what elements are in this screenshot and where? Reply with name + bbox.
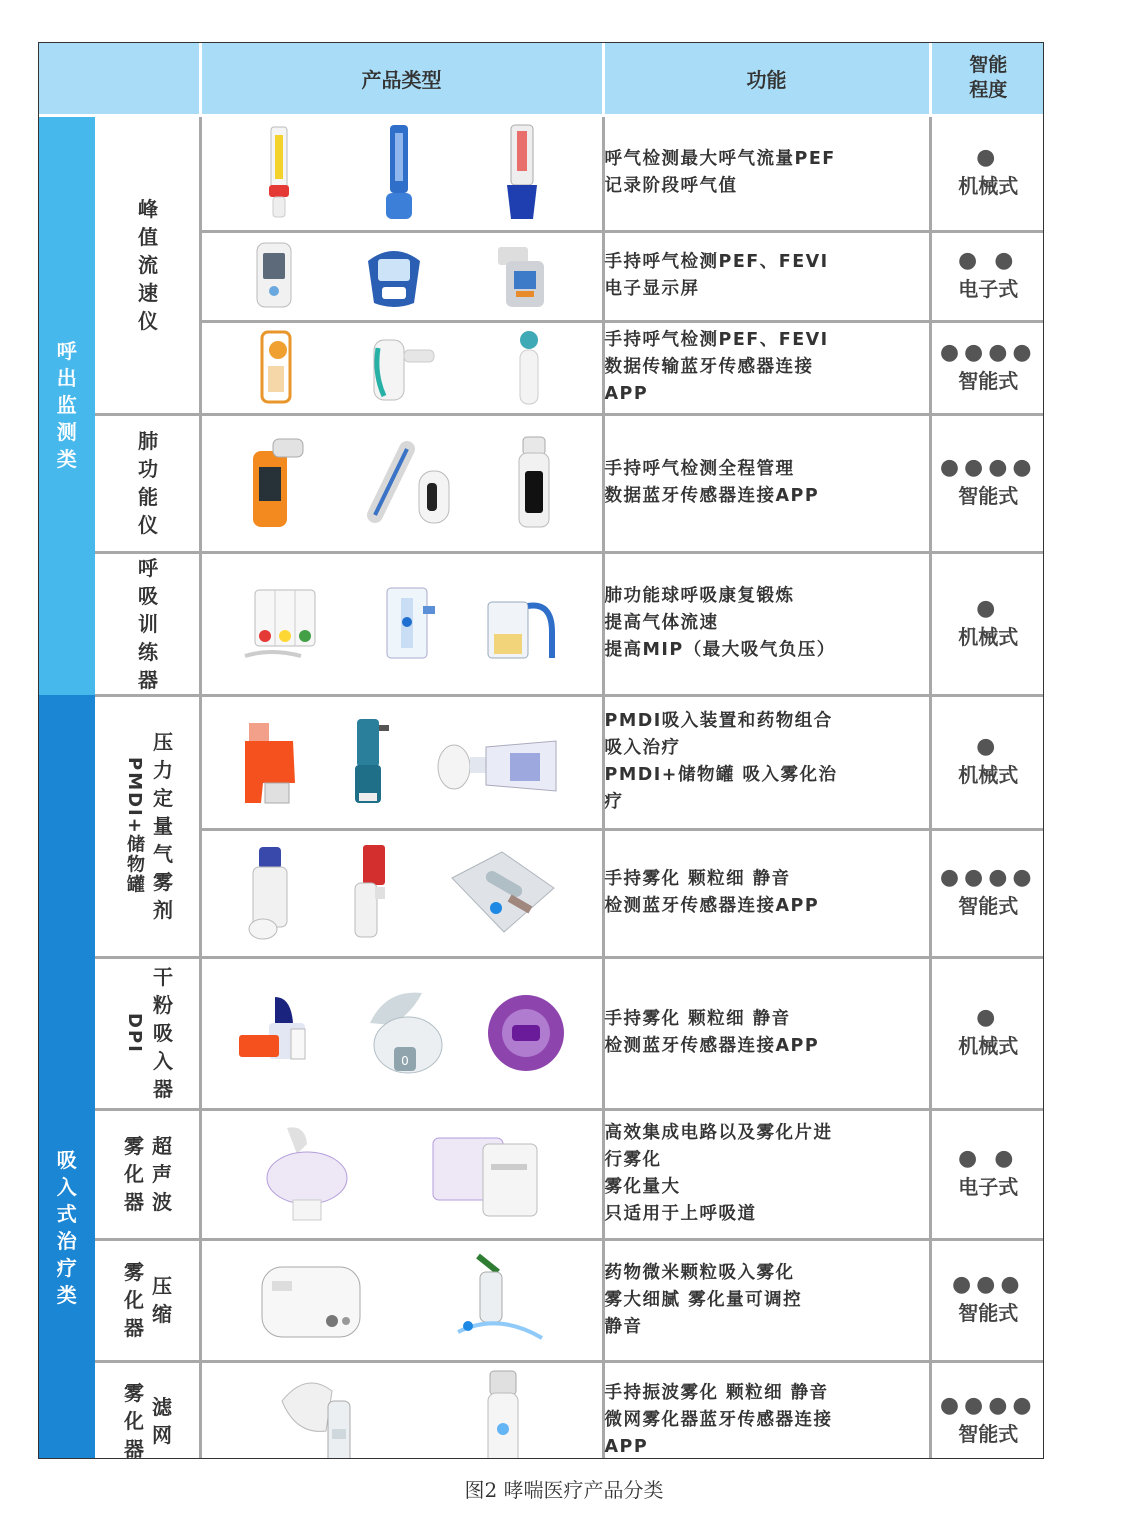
peak-flow-meter-icon xyxy=(259,125,299,221)
level-text: 机械式 xyxy=(958,174,1019,198)
function-line: 记录阶段呼气值 xyxy=(604,176,738,196)
group-label xyxy=(153,963,173,1103)
group-sublabel: PMDI+储物罐 xyxy=(124,757,145,895)
product-images-row-4 xyxy=(200,552,603,695)
function-line: 检测蓝牙传感器连接APP xyxy=(604,896,820,916)
group-sublabel: DPI xyxy=(124,1012,145,1054)
product-images-row-10 xyxy=(200,1361,603,1459)
function-row-0 xyxy=(603,115,930,231)
compressor-nebulizer-icon xyxy=(256,1255,366,1345)
function-line: 数据传输蓝牙传感器连接 xyxy=(604,357,814,377)
level-text: 智能式 xyxy=(958,484,1019,508)
peak-flow-meter-icon xyxy=(499,123,545,223)
header-blank-name xyxy=(96,43,200,115)
electronic-meter-icon xyxy=(362,241,426,311)
label-char: 剂 xyxy=(153,898,173,922)
level-text: 电子式 xyxy=(958,1175,1019,1199)
dry-powder-inhaler-icon xyxy=(356,985,452,1081)
function-row-10 xyxy=(603,1361,930,1459)
breathing-trainer-icon xyxy=(379,582,439,666)
product-images-row-6 xyxy=(200,829,603,957)
nebulizer-mask-icon xyxy=(438,1252,548,1348)
level-text: 机械式 xyxy=(958,624,1019,649)
function-lines xyxy=(605,708,929,816)
level-row-7 xyxy=(930,957,1044,1109)
label-char: 疗 xyxy=(56,1256,77,1280)
label-char: 压 xyxy=(152,1274,172,1298)
level-row-5 xyxy=(930,695,1044,829)
group-label-left xyxy=(124,1132,144,1216)
label-char: 速 xyxy=(138,280,158,305)
label-char: 肺 xyxy=(138,429,158,453)
label-char: 化 xyxy=(124,1288,144,1312)
function-lines xyxy=(605,1380,929,1459)
function-line: 只适用于上呼吸道 xyxy=(604,1204,757,1224)
mesh-nebulizer-icon xyxy=(276,1371,366,1459)
label-char: 入 xyxy=(153,1049,173,1073)
label-char: 缩 xyxy=(152,1302,172,1326)
level-dots: ●●●● xyxy=(939,1392,1037,1418)
function-line: 肺功能球呼吸康复锻炼 xyxy=(604,586,795,606)
function-line: 数据蓝牙传感器连接APP xyxy=(604,486,820,506)
label-char: 雾 xyxy=(124,1380,144,1405)
label-char: 器 xyxy=(124,1316,144,1340)
product-images-row-8 xyxy=(200,1109,603,1239)
level-row-9 xyxy=(930,1239,1044,1361)
electronic-meter-icon xyxy=(253,241,295,311)
function-line: PMDI+储物罐 吸入雾化治 xyxy=(604,765,838,785)
level-dots: ●●●● xyxy=(939,339,1037,365)
label-char: 器 xyxy=(153,1077,173,1101)
label-char: 化 xyxy=(124,1162,144,1186)
label-char: 值 xyxy=(138,224,158,249)
label-char: 雾 xyxy=(153,870,173,894)
level-text: 智能式 xyxy=(958,894,1019,918)
group-label-right xyxy=(152,1272,172,1328)
group-label-left xyxy=(124,1258,144,1342)
breathing-trainer-icon xyxy=(482,582,562,666)
level-text: 机械式 xyxy=(958,1034,1019,1058)
function-line: APP xyxy=(604,384,649,404)
label-char: 量 xyxy=(153,814,173,838)
label-char: 类 xyxy=(56,447,77,472)
function-lines xyxy=(605,1006,929,1060)
spirometer-icon xyxy=(247,435,307,531)
function-line: 疗 xyxy=(604,792,624,812)
label-char: 气 xyxy=(153,842,173,866)
level-text: 智能式 xyxy=(958,1421,1019,1446)
label-char: 测 xyxy=(56,420,77,445)
product-images-row-7 xyxy=(200,957,603,1109)
label-char: 吸 xyxy=(138,583,158,608)
product-images-row-5 xyxy=(200,695,603,829)
group-label xyxy=(138,427,158,539)
product-images-row-2 xyxy=(200,321,603,414)
spacer-chamber-icon xyxy=(432,727,568,797)
function-lines xyxy=(605,456,929,510)
figure-caption: 图2 哮喘医疗产品分类 xyxy=(464,1478,664,1502)
level-row-8 xyxy=(930,1109,1044,1239)
level-dots: ● xyxy=(976,145,1001,170)
function-line: 药物微米颗粒吸入雾化 xyxy=(604,1262,795,1283)
level-dots: ● xyxy=(976,595,1001,621)
function-line: 手持振波雾化 颗粒细 静音 xyxy=(604,1383,829,1404)
label-char: 呼 xyxy=(56,339,77,364)
label-char: 能 xyxy=(138,485,158,509)
label-char: 器 xyxy=(124,1190,144,1214)
level-dots: ●●●● xyxy=(939,865,1037,890)
label-char: 声 xyxy=(152,1162,172,1186)
smart-inhaler-icon xyxy=(241,845,301,941)
function-lines xyxy=(605,146,929,200)
product-images-row-1 xyxy=(200,231,603,321)
function-line: 吸入治疗 xyxy=(604,738,681,758)
group-label-right xyxy=(152,1393,172,1449)
function-lines xyxy=(605,249,929,303)
label-char: 雾 xyxy=(124,1134,144,1158)
function-line: APP xyxy=(604,1437,649,1458)
level-row-10 xyxy=(930,1361,1044,1459)
label-char: 网 xyxy=(152,1422,172,1447)
function-line: 雾大细腻 雾化量可调控 xyxy=(604,1289,803,1310)
level-dots: ● ● xyxy=(958,1146,1019,1171)
function-row-5 xyxy=(603,695,930,829)
label-char: 干 xyxy=(153,965,173,989)
smart-meter-icon xyxy=(256,330,296,406)
level-dots: ● ● xyxy=(958,248,1019,273)
function-line: 静音 xyxy=(604,1316,643,1337)
group-compressor-nebulizer xyxy=(96,1239,200,1361)
function-line: 微网雾化器蓝牙传感器连接 xyxy=(604,1410,833,1431)
function-line: 高效集成电路以及雾化片进 xyxy=(604,1123,833,1143)
label-char: 压 xyxy=(153,730,173,754)
group-spirometer xyxy=(96,414,200,552)
label-char: 波 xyxy=(152,1190,172,1214)
label-char: 吸 xyxy=(56,1148,77,1172)
function-row-2 xyxy=(603,321,930,414)
pmdi-inhaler-icon xyxy=(235,717,311,807)
function-lines xyxy=(605,1260,929,1341)
group-mesh-nebulizer xyxy=(96,1361,200,1459)
group-ultrasonic-nebulizer xyxy=(96,1109,200,1239)
level-dots: ● xyxy=(976,734,1001,759)
product-classification-table xyxy=(38,42,1044,1459)
level-row-6 xyxy=(930,829,1044,957)
group-label xyxy=(138,195,158,335)
header-smart-level-text: 智能 程度 xyxy=(969,54,1008,102)
label-char: 定 xyxy=(153,786,173,810)
level-text: 智能式 xyxy=(958,368,1019,393)
function-line: 手持呼气检测PEF、FEVI xyxy=(604,252,829,272)
label-char: 吸 xyxy=(153,1021,173,1045)
spirometer-icon xyxy=(361,435,457,531)
label-char: 流 xyxy=(138,252,158,277)
product-images-row-3 xyxy=(200,414,603,552)
label-char: 类 xyxy=(56,1283,77,1307)
pmdi-inhaler-icon xyxy=(341,717,401,807)
function-line: 手持雾化 颗粒细 静音 xyxy=(604,869,791,889)
label-char: 雾 xyxy=(124,1260,144,1284)
function-line: 电子显示屏 xyxy=(604,279,700,299)
ultrasonic-nebulizer-icon xyxy=(427,1124,547,1224)
function-lines xyxy=(605,866,929,920)
label-char: 监 xyxy=(56,393,77,418)
level-row-4 xyxy=(930,552,1044,695)
smart-meter-icon xyxy=(511,328,547,408)
function-row-6 xyxy=(603,829,930,957)
breathing-trainer-icon xyxy=(241,584,337,664)
group-breathing-trainer xyxy=(96,552,200,695)
product-images-row-9 xyxy=(200,1239,603,1361)
function-line: 提高MIP（最大吸气负压） xyxy=(604,640,836,660)
function-line: 手持呼气检测全程管理 xyxy=(604,459,795,479)
group-label-right xyxy=(152,1132,172,1216)
svg-text:0: 0 xyxy=(401,1054,410,1068)
label-char: 器 xyxy=(124,1436,144,1459)
function-line: 手持雾化 颗粒细 静音 xyxy=(604,1009,791,1029)
electronic-meter-icon xyxy=(494,241,550,311)
label-char: 化 xyxy=(124,1408,144,1433)
group-label xyxy=(153,728,173,924)
label-char: 治 xyxy=(56,1229,77,1253)
function-row-9 xyxy=(603,1239,930,1361)
function-lines xyxy=(605,327,929,408)
level-dots: ● xyxy=(976,1005,1001,1030)
group-label xyxy=(138,554,158,694)
label-char: 呼 xyxy=(138,555,158,580)
group-dpi xyxy=(96,957,200,1109)
label-char: 仪 xyxy=(138,308,158,333)
level-row-0 xyxy=(930,115,1044,231)
label-char: 入 xyxy=(56,1175,77,1199)
function-row-8 xyxy=(603,1109,930,1239)
function-line: PMDI吸入装置和药物组合 xyxy=(604,711,833,731)
level-row-3 xyxy=(930,414,1044,552)
inhaler-case-icon xyxy=(442,848,562,938)
function-lines xyxy=(605,583,929,664)
label-char: 峰 xyxy=(138,196,158,221)
category-label xyxy=(39,1147,95,1309)
group-pmdi xyxy=(96,695,200,957)
header-function: 功能 xyxy=(603,43,930,115)
diskus-inhaler-icon xyxy=(484,991,568,1075)
level-text: 智能式 xyxy=(958,1301,1019,1325)
function-row-4 xyxy=(603,552,930,695)
smart-meter-icon xyxy=(368,330,438,406)
function-line: 行雾化 xyxy=(604,1150,662,1170)
function-lines xyxy=(605,1120,929,1228)
label-char: 力 xyxy=(153,758,173,782)
function-row-3 xyxy=(603,414,930,552)
label-char: 滤 xyxy=(152,1394,172,1419)
mesh-nebulizer-icon xyxy=(478,1369,528,1459)
label-char: 出 xyxy=(56,366,77,391)
smart-inhaler-icon xyxy=(343,843,399,943)
level-row-1 xyxy=(930,231,1044,321)
level-dots: ●●●● xyxy=(939,455,1037,480)
label-char: 功 xyxy=(138,457,158,481)
label-char: 式 xyxy=(56,1202,77,1226)
header-product-type: 产品类型 xyxy=(200,43,603,115)
header-smart-level xyxy=(930,43,1044,115)
label-char: 训 xyxy=(138,611,158,636)
function-line: 呼气检测最大呼气流量PEF xyxy=(604,149,836,169)
function-line: 雾化量大 xyxy=(604,1177,681,1197)
label-char: 器 xyxy=(138,667,158,692)
function-row-1 xyxy=(603,231,930,321)
label-char: 仪 xyxy=(138,513,158,537)
level-dots: ●●● xyxy=(951,1272,1025,1297)
label-char: 练 xyxy=(138,639,158,664)
header-blank-cat xyxy=(39,43,96,115)
group-peak-flow-meter xyxy=(96,115,200,414)
label-char: 超 xyxy=(152,1134,172,1158)
function-row-7 xyxy=(603,957,930,1109)
category-label xyxy=(39,338,95,473)
group-label-left xyxy=(124,1379,144,1459)
product-images-row-0 xyxy=(200,115,603,231)
spirometer-icon xyxy=(511,435,557,531)
level-row-2 xyxy=(930,321,1044,414)
dry-powder-inhaler-icon xyxy=(235,993,325,1073)
level-text: 机械式 xyxy=(958,763,1019,787)
label-char: 粉 xyxy=(153,993,173,1017)
ultrasonic-nebulizer-icon xyxy=(257,1124,353,1224)
function-line: 提高气体流速 xyxy=(604,613,719,633)
peak-flow-meter-icon xyxy=(377,123,421,223)
category-inhalation-therapy xyxy=(39,695,96,1459)
function-line: 检测蓝牙传感器连接APP xyxy=(604,1036,820,1056)
category-exhale-monitoring xyxy=(39,115,96,695)
level-text: 电子式 xyxy=(958,277,1019,301)
function-line: 手持呼气检测PEF、FEVI xyxy=(604,330,829,350)
